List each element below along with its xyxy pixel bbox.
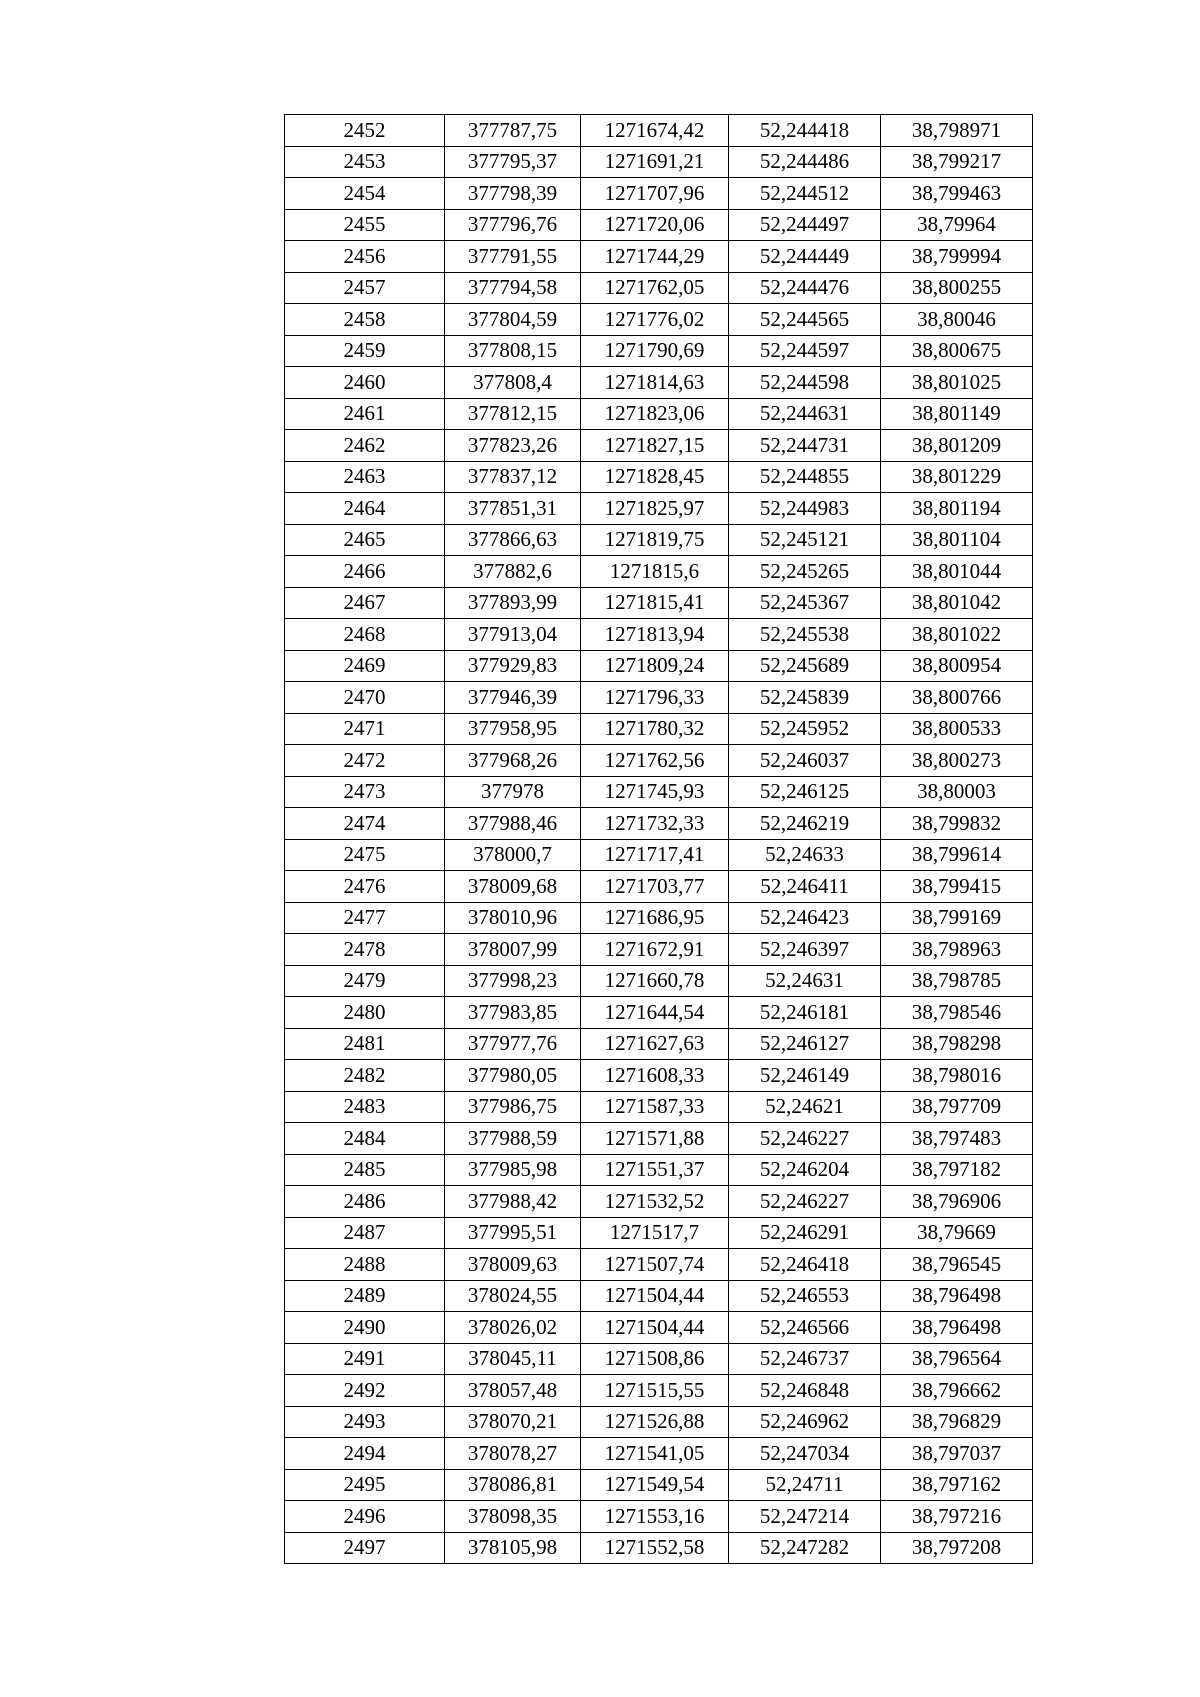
latitude-cell: 52,246291 [729,1217,881,1249]
x-coordinate-cell: 377968,26 [445,745,581,777]
latitude-cell: 52,244597 [729,335,881,367]
latitude-cell: 52,244497 [729,209,881,241]
y-coordinate-cell: 1271745,93 [581,776,729,808]
latitude-cell: 52,245265 [729,556,881,588]
table-row [285,1501,1033,1533]
longitude-cell: 38,796906 [881,1186,1033,1218]
table-row [285,430,1033,462]
table-row [285,1406,1033,1438]
x-coordinate-cell: 377995,51 [445,1217,581,1249]
y-coordinate-cell: 1271776,02 [581,304,729,336]
y-coordinate-cell: 1271703,77 [581,871,729,903]
longitude-cell: 38,796498 [881,1312,1033,1344]
point-number-cell: 2462 [285,430,445,462]
y-coordinate-cell: 1271517,7 [581,1217,729,1249]
point-number-cell: 2494 [285,1438,445,1470]
y-coordinate-cell: 1271660,78 [581,965,729,997]
latitude-cell: 52,244486 [729,146,881,178]
x-coordinate-cell: 377837,12 [445,461,581,493]
y-coordinate-cell: 1271717,41 [581,839,729,871]
table-row [285,1123,1033,1155]
y-coordinate-cell: 1271552,58 [581,1532,729,1564]
table-row [285,1186,1033,1218]
latitude-cell: 52,244418 [729,115,881,147]
y-coordinate-cell: 1271809,24 [581,650,729,682]
table-row [285,461,1033,493]
longitude-cell: 38,801229 [881,461,1033,493]
latitude-cell: 52,246127 [729,1028,881,1060]
latitude-cell: 52,246962 [729,1406,881,1438]
longitude-cell: 38,796498 [881,1280,1033,1312]
point-number-cell: 2490 [285,1312,445,1344]
latitude-cell: 52,24711 [729,1469,881,1501]
latitude-cell: 52,245367 [729,587,881,619]
table-row [285,1249,1033,1281]
y-coordinate-cell: 1271571,88 [581,1123,729,1155]
y-coordinate-cell: 1271551,37 [581,1154,729,1186]
x-coordinate-cell: 378098,35 [445,1501,581,1533]
longitude-cell: 38,801022 [881,619,1033,651]
latitude-cell: 52,244476 [729,272,881,304]
point-number-cell: 2452 [285,115,445,147]
point-number-cell: 2491 [285,1343,445,1375]
point-number-cell: 2453 [285,146,445,178]
table-row [285,556,1033,588]
longitude-cell: 38,797216 [881,1501,1033,1533]
latitude-cell: 52,247034 [729,1438,881,1470]
x-coordinate-cell: 377977,76 [445,1028,581,1060]
table-row [285,965,1033,997]
point-number-cell: 2480 [285,997,445,1029]
x-coordinate-cell: 377985,98 [445,1154,581,1186]
y-coordinate-cell: 1271644,54 [581,997,729,1029]
table-row [285,745,1033,777]
table-row [285,682,1033,714]
point-number-cell: 2488 [285,1249,445,1281]
longitude-cell: 38,800273 [881,745,1033,777]
point-number-cell: 2495 [285,1469,445,1501]
x-coordinate-cell: 377787,75 [445,115,581,147]
longitude-cell: 38,80003 [881,776,1033,808]
y-coordinate-cell: 1271587,33 [581,1091,729,1123]
point-number-cell: 2481 [285,1028,445,1060]
longitude-cell: 38,801044 [881,556,1033,588]
point-number-cell: 2454 [285,178,445,210]
y-coordinate-cell: 1271720,06 [581,209,729,241]
y-coordinate-cell: 1271732,33 [581,808,729,840]
y-coordinate-cell: 1271828,45 [581,461,729,493]
x-coordinate-cell: 377980,05 [445,1060,581,1092]
table-row [285,1154,1033,1186]
latitude-cell: 52,246423 [729,902,881,934]
x-coordinate-cell: 378000,7 [445,839,581,871]
table-row [285,1532,1033,1564]
table-row [285,209,1033,241]
longitude-cell: 38,79964 [881,209,1033,241]
latitude-cell: 52,246181 [729,997,881,1029]
y-coordinate-cell: 1271608,33 [581,1060,729,1092]
longitude-cell: 38,797162 [881,1469,1033,1501]
latitude-cell: 52,246553 [729,1280,881,1312]
longitude-cell: 38,796662 [881,1375,1033,1407]
longitude-cell: 38,799994 [881,241,1033,273]
y-coordinate-cell: 1271627,63 [581,1028,729,1060]
longitude-cell: 38,79669 [881,1217,1033,1249]
longitude-cell: 38,796564 [881,1343,1033,1375]
x-coordinate-cell: 377812,15 [445,398,581,430]
latitude-cell: 52,244855 [729,461,881,493]
x-coordinate-cell: 377958,95 [445,713,581,745]
longitude-cell: 38,80046 [881,304,1033,336]
longitude-cell: 38,799463 [881,178,1033,210]
latitude-cell: 52,246566 [729,1312,881,1344]
table-row [285,398,1033,430]
x-coordinate-cell: 377998,23 [445,965,581,997]
x-coordinate-cell: 378078,27 [445,1438,581,1470]
x-coordinate-cell: 378057,48 [445,1375,581,1407]
y-coordinate-cell: 1271504,44 [581,1312,729,1344]
point-number-cell: 2493 [285,1406,445,1438]
point-number-cell: 2455 [285,209,445,241]
point-number-cell: 2484 [285,1123,445,1155]
table-row [285,1469,1033,1501]
x-coordinate-cell: 377791,55 [445,241,581,273]
longitude-cell: 38,797208 [881,1532,1033,1564]
x-coordinate-cell: 377988,46 [445,808,581,840]
latitude-cell: 52,246848 [729,1375,881,1407]
longitude-cell: 38,797182 [881,1154,1033,1186]
y-coordinate-cell: 1271504,44 [581,1280,729,1312]
x-coordinate-cell: 377808,4 [445,367,581,399]
x-coordinate-cell: 377882,6 [445,556,581,588]
point-number-cell: 2479 [285,965,445,997]
point-number-cell: 2457 [285,272,445,304]
latitude-cell: 52,246149 [729,1060,881,1092]
table-row [285,1060,1033,1092]
table-row [285,335,1033,367]
latitude-cell: 52,246227 [729,1123,881,1155]
longitude-cell: 38,799832 [881,808,1033,840]
x-coordinate-cell: 377804,59 [445,304,581,336]
x-coordinate-cell: 377988,59 [445,1123,581,1155]
latitude-cell: 52,24633 [729,839,881,871]
latitude-cell: 52,245121 [729,524,881,556]
table-row [285,776,1033,808]
y-coordinate-cell: 1271815,6 [581,556,729,588]
longitude-cell: 38,801104 [881,524,1033,556]
y-coordinate-cell: 1271762,56 [581,745,729,777]
table-row [285,619,1033,651]
point-number-cell: 2461 [285,398,445,430]
latitude-cell: 52,244449 [729,241,881,273]
latitude-cell: 52,24631 [729,965,881,997]
longitude-cell: 38,801149 [881,398,1033,430]
point-number-cell: 2465 [285,524,445,556]
point-number-cell: 2469 [285,650,445,682]
x-coordinate-cell: 377986,75 [445,1091,581,1123]
x-coordinate-cell: 378070,21 [445,1406,581,1438]
y-coordinate-cell: 1271744,29 [581,241,729,273]
point-number-cell: 2464 [285,493,445,525]
latitude-cell: 52,245839 [729,682,881,714]
point-number-cell: 2474 [285,808,445,840]
longitude-cell: 38,801194 [881,493,1033,525]
x-coordinate-cell: 377866,63 [445,524,581,556]
latitude-cell: 52,245538 [729,619,881,651]
y-coordinate-cell: 1271823,06 [581,398,729,430]
table-row [285,650,1033,682]
x-coordinate-cell: 377796,76 [445,209,581,241]
table-row [285,871,1033,903]
longitude-cell: 38,797037 [881,1438,1033,1470]
table-row [285,272,1033,304]
longitude-cell: 38,796545 [881,1249,1033,1281]
table-row [285,241,1033,273]
table-row [285,808,1033,840]
point-number-cell: 2478 [285,934,445,966]
x-coordinate-cell: 378086,81 [445,1469,581,1501]
longitude-cell: 38,799415 [881,871,1033,903]
point-number-cell: 2486 [285,1186,445,1218]
table-row [285,178,1033,210]
table-row [285,146,1033,178]
latitude-cell: 52,246219 [729,808,881,840]
table-row [285,713,1033,745]
x-coordinate-cell: 378007,99 [445,934,581,966]
latitude-cell: 52,244598 [729,367,881,399]
y-coordinate-cell: 1271686,95 [581,902,729,934]
point-number-cell: 2472 [285,745,445,777]
latitude-cell: 52,246737 [729,1343,881,1375]
x-coordinate-cell: 378009,68 [445,871,581,903]
latitude-cell: 52,244631 [729,398,881,430]
point-number-cell: 2473 [285,776,445,808]
y-coordinate-cell: 1271762,05 [581,272,729,304]
point-number-cell: 2460 [285,367,445,399]
x-coordinate-cell: 378024,55 [445,1280,581,1312]
x-coordinate-cell: 377893,99 [445,587,581,619]
longitude-cell: 38,798971 [881,115,1033,147]
table-row [285,839,1033,871]
latitude-cell: 52,246418 [729,1249,881,1281]
longitude-cell: 38,798298 [881,1028,1033,1060]
y-coordinate-cell: 1271796,33 [581,682,729,714]
y-coordinate-cell: 1271815,41 [581,587,729,619]
table-row [285,304,1033,336]
longitude-cell: 38,798785 [881,965,1033,997]
point-number-cell: 2477 [285,902,445,934]
latitude-cell: 52,246411 [729,871,881,903]
table-row [285,1217,1033,1249]
y-coordinate-cell: 1271549,54 [581,1469,729,1501]
y-coordinate-cell: 1271827,15 [581,430,729,462]
table-row [285,115,1033,147]
x-coordinate-cell: 378045,11 [445,1343,581,1375]
latitude-cell: 52,246125 [729,776,881,808]
x-coordinate-cell: 377851,31 [445,493,581,525]
latitude-cell: 52,244731 [729,430,881,462]
point-number-cell: 2458 [285,304,445,336]
table-row [285,367,1033,399]
point-number-cell: 2471 [285,713,445,745]
point-number-cell: 2489 [285,1280,445,1312]
point-number-cell: 2476 [285,871,445,903]
y-coordinate-cell: 1271819,75 [581,524,729,556]
latitude-cell: 52,244565 [729,304,881,336]
x-coordinate-cell: 377913,04 [445,619,581,651]
table-row [285,1312,1033,1344]
point-number-cell: 2463 [285,461,445,493]
y-coordinate-cell: 1271526,88 [581,1406,729,1438]
longitude-cell: 38,797483 [881,1123,1033,1155]
x-coordinate-cell: 377983,85 [445,997,581,1029]
table-row [285,524,1033,556]
longitude-cell: 38,799169 [881,902,1033,934]
x-coordinate-cell: 377808,15 [445,335,581,367]
y-coordinate-cell: 1271790,69 [581,335,729,367]
table-row [285,1280,1033,1312]
x-coordinate-cell: 377798,39 [445,178,581,210]
y-coordinate-cell: 1271674,42 [581,115,729,147]
point-number-cell: 2482 [285,1060,445,1092]
y-coordinate-cell: 1271825,97 [581,493,729,525]
x-coordinate-cell: 378009,63 [445,1249,581,1281]
latitude-cell: 52,24621 [729,1091,881,1123]
table-row [285,587,1033,619]
point-number-cell: 2497 [285,1532,445,1564]
table-row [285,902,1033,934]
point-number-cell: 2496 [285,1501,445,1533]
point-number-cell: 2475 [285,839,445,871]
y-coordinate-cell: 1271532,52 [581,1186,729,1218]
y-coordinate-cell: 1271780,32 [581,713,729,745]
point-number-cell: 2467 [285,587,445,619]
y-coordinate-cell: 1271707,96 [581,178,729,210]
latitude-cell: 52,244512 [729,178,881,210]
point-number-cell: 2466 [285,556,445,588]
latitude-cell: 52,246037 [729,745,881,777]
x-coordinate-cell: 377946,39 [445,682,581,714]
table-row [285,1375,1033,1407]
x-coordinate-cell: 377988,42 [445,1186,581,1218]
point-number-cell: 2485 [285,1154,445,1186]
table-row [285,997,1033,1029]
longitude-cell: 38,800533 [881,713,1033,745]
point-number-cell: 2468 [285,619,445,651]
longitude-cell: 38,800766 [881,682,1033,714]
point-number-cell: 2470 [285,682,445,714]
point-number-cell: 2483 [285,1091,445,1123]
longitude-cell: 38,800255 [881,272,1033,304]
y-coordinate-cell: 1271515,55 [581,1375,729,1407]
longitude-cell: 38,799614 [881,839,1033,871]
longitude-cell: 38,801025 [881,367,1033,399]
coordinates-table-body [285,115,1033,1564]
longitude-cell: 38,798546 [881,997,1033,1029]
latitude-cell: 52,245689 [729,650,881,682]
y-coordinate-cell: 1271553,16 [581,1501,729,1533]
table-row [285,493,1033,525]
longitude-cell: 38,801209 [881,430,1033,462]
longitude-cell: 38,799217 [881,146,1033,178]
x-coordinate-cell: 378105,98 [445,1532,581,1564]
x-coordinate-cell: 377795,37 [445,146,581,178]
y-coordinate-cell: 1271691,21 [581,146,729,178]
point-number-cell: 2459 [285,335,445,367]
y-coordinate-cell: 1271541,05 [581,1438,729,1470]
table-row [285,1438,1033,1470]
latitude-cell: 52,246227 [729,1186,881,1218]
longitude-cell: 38,800675 [881,335,1033,367]
coordinates-table [284,114,1033,1564]
longitude-cell: 38,798963 [881,934,1033,966]
longitude-cell: 38,798016 [881,1060,1033,1092]
longitude-cell: 38,800954 [881,650,1033,682]
x-coordinate-cell: 377929,83 [445,650,581,682]
latitude-cell: 52,247282 [729,1532,881,1564]
y-coordinate-cell: 1271507,74 [581,1249,729,1281]
latitude-cell: 52,245952 [729,713,881,745]
latitude-cell: 52,247214 [729,1501,881,1533]
x-coordinate-cell: 378026,02 [445,1312,581,1344]
x-coordinate-cell: 377823,26 [445,430,581,462]
point-number-cell: 2456 [285,241,445,273]
longitude-cell: 38,797709 [881,1091,1033,1123]
x-coordinate-cell: 377978 [445,776,581,808]
table-row [285,934,1033,966]
y-coordinate-cell: 1271813,94 [581,619,729,651]
y-coordinate-cell: 1271508,86 [581,1343,729,1375]
y-coordinate-cell: 1271814,63 [581,367,729,399]
x-coordinate-cell: 377794,58 [445,272,581,304]
y-coordinate-cell: 1271672,91 [581,934,729,966]
latitude-cell: 52,244983 [729,493,881,525]
x-coordinate-cell: 378010,96 [445,902,581,934]
point-number-cell: 2487 [285,1217,445,1249]
latitude-cell: 52,246204 [729,1154,881,1186]
longitude-cell: 38,796829 [881,1406,1033,1438]
latitude-cell: 52,246397 [729,934,881,966]
longitude-cell: 38,801042 [881,587,1033,619]
table-row [285,1028,1033,1060]
point-number-cell: 2492 [285,1375,445,1407]
table-row [285,1091,1033,1123]
table-row [285,1343,1033,1375]
